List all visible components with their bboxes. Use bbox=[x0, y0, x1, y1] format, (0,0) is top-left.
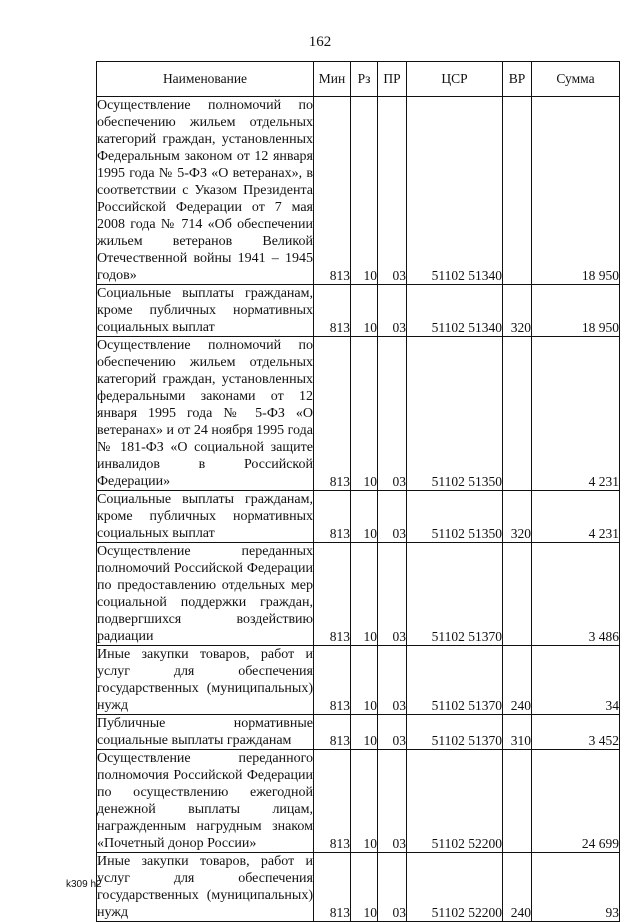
row-csr: 51102 51370 bbox=[407, 543, 503, 646]
table-header-row bbox=[97, 62, 620, 97]
row-rz: 10 bbox=[351, 97, 378, 285]
row-vr: 320 bbox=[503, 491, 532, 543]
row-name: Осуществление полномочий по обеспечению жильем отдельных категорий граждан, установленных Федеральным законом от 12 января 1995 года № 5-ФЗ «О ветеранах», в соответствии с Указом Президента Российской Федерации от 7 мая 2008 года № 714 «Об обеспечении жильем ветеранов Великой Отечественной войны 1941 – 1945 годов» bbox=[97, 98, 313, 283]
row-sum: 3 452 bbox=[532, 715, 620, 750]
footer-code: k309 h2 bbox=[66, 879, 102, 890]
row-name: Социальные выплаты гражданам, кроме публичных нормативных социальных выплат bbox=[97, 286, 313, 335]
row-min: 813 bbox=[314, 715, 351, 750]
row-rz: 10 bbox=[351, 285, 378, 337]
row-sum: 18 950 bbox=[532, 285, 620, 337]
header-name: Наименование bbox=[97, 62, 314, 97]
row-vr bbox=[503, 97, 532, 285]
header-pr: ПР bbox=[378, 62, 407, 97]
row-min: 813 bbox=[314, 285, 351, 337]
row-pr: 03 bbox=[378, 337, 407, 491]
table-row bbox=[97, 750, 620, 853]
row-sum: 93 bbox=[532, 853, 620, 922]
header-csr: ЦСР bbox=[407, 62, 503, 97]
row-name: Осуществление переданного полномочия Российской Федерации по осуществлению ежегодной денежной выплаты лицам, награжденным нагрудным знаком «Почетный донор России» bbox=[97, 751, 313, 851]
table-row bbox=[97, 97, 620, 285]
row-rz: 10 bbox=[351, 646, 378, 715]
row-sum: 3 486 bbox=[532, 543, 620, 646]
row-min: 813 bbox=[314, 97, 351, 285]
row-rz: 10 bbox=[351, 750, 378, 853]
row-name: Осуществление переданных полномочий Российской Федерации по предоставлению отдельных мер социальной поддержки граждан, подвергшихся воздействию радиации bbox=[97, 544, 313, 644]
table-row bbox=[97, 337, 620, 491]
row-name: Иные закупки товаров, работ и услуг для обеспечения государственных (муниципальных) нужд bbox=[97, 854, 313, 920]
row-pr: 03 bbox=[378, 543, 407, 646]
row-rz: 10 bbox=[351, 543, 378, 646]
row-min: 813 bbox=[314, 543, 351, 646]
row-sum: 4 231 bbox=[532, 337, 620, 491]
row-csr: 51102 51350 bbox=[407, 491, 503, 543]
row-min: 813 bbox=[314, 491, 351, 543]
row-csr: 51102 51350 bbox=[407, 337, 503, 491]
row-csr: 51102 51370 bbox=[407, 646, 503, 715]
row-min: 813 bbox=[314, 853, 351, 922]
row-sum: 18 950 bbox=[532, 97, 620, 285]
row-min: 813 bbox=[314, 750, 351, 853]
table-row bbox=[97, 285, 620, 337]
row-vr: 320 bbox=[503, 285, 532, 337]
table-row bbox=[97, 853, 620, 922]
page-number: 162 bbox=[308, 34, 332, 50]
row-pr: 03 bbox=[378, 285, 407, 337]
row-min: 813 bbox=[314, 337, 351, 491]
row-min: 813 bbox=[314, 646, 351, 715]
row-csr: 51102 52200 bbox=[407, 853, 503, 922]
row-pr: 03 bbox=[378, 646, 407, 715]
row-sum: 4 231 bbox=[532, 491, 620, 543]
row-sum: 34 bbox=[532, 646, 620, 715]
row-name: Осуществление полномочий по обеспечению жильем отдельных категорий граждан, установленных федеральными законами от 12 января 1995 года № 5-ФЗ «О ветеранах» и от 24 ноября 1995 года № 181-ФЗ «О социальной защите инвалидов в Российской Федерации» bbox=[97, 338, 313, 489]
row-csr: 51102 51340 bbox=[407, 97, 503, 285]
row-name: Иные закупки товаров, работ и услуг для обеспечения государственных (муниципальных) нужд bbox=[97, 647, 313, 713]
row-rz: 10 bbox=[351, 491, 378, 543]
row-pr: 03 bbox=[378, 715, 407, 750]
row-vr: 240 bbox=[503, 646, 532, 715]
header-rz: Рз bbox=[351, 62, 378, 97]
row-vr: 240 bbox=[503, 853, 532, 922]
row-name: Социальные выплаты гражданам, кроме публичных нормативных социальных выплат bbox=[97, 492, 313, 541]
row-pr: 03 bbox=[378, 853, 407, 922]
row-pr: 03 bbox=[378, 750, 407, 853]
row-vr bbox=[503, 337, 532, 491]
row-sum: 24 699 bbox=[532, 750, 620, 853]
row-rz: 10 bbox=[351, 853, 378, 922]
table-row bbox=[97, 491, 620, 543]
row-csr: 51102 52200 bbox=[407, 750, 503, 853]
table-row bbox=[97, 543, 620, 646]
row-vr bbox=[503, 750, 532, 853]
row-rz: 10 bbox=[351, 337, 378, 491]
budget-table bbox=[96, 61, 620, 922]
header-sum: Сумма bbox=[532, 62, 620, 97]
row-vr bbox=[503, 543, 532, 646]
table-row bbox=[97, 715, 620, 750]
row-csr: 51102 51370 bbox=[407, 715, 503, 750]
row-pr: 03 bbox=[378, 491, 407, 543]
header-min: Мин bbox=[314, 62, 351, 97]
header-vr: ВР bbox=[503, 62, 532, 97]
row-csr: 51102 51340 bbox=[407, 285, 503, 337]
row-pr: 03 bbox=[378, 97, 407, 285]
row-vr: 310 bbox=[503, 715, 532, 750]
row-name: Публичные нормативные социальные выплаты гражданам bbox=[97, 716, 313, 748]
table-row bbox=[97, 646, 620, 715]
row-rz: 10 bbox=[351, 715, 378, 750]
